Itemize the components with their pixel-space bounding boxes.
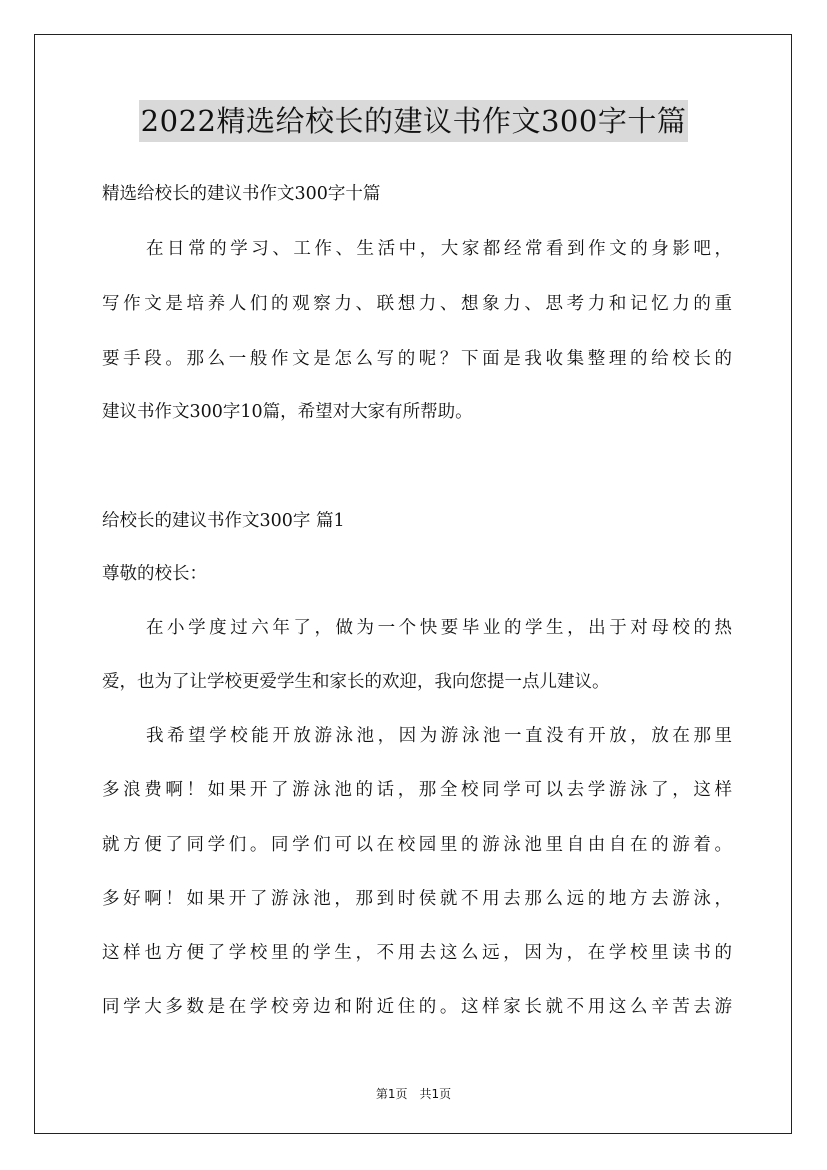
- paragraph-line: 就方便了同学们。同学们可以在校园里的游泳池里自由自在的游着。: [102, 835, 732, 855]
- paragraph-line: 在小学度过六年了，做为一个快要毕业的学生，出于对母校的热: [146, 618, 732, 638]
- section-heading: 给校长的建议书作文300字 篇1: [102, 511, 345, 531]
- document-title: [0, 100, 827, 142]
- paragraph-line: 爱，也为了让学校更爱学生和家长的欢迎，我向您提一点儿建议。: [102, 672, 610, 692]
- title-text: 2022精选给校长的建议书作文300字十篇: [139, 100, 689, 142]
- paragraph-line: 我希望学校能开放游泳池，因为游泳池一直没有开放，放在那里: [146, 726, 732, 746]
- paragraph-line: 同学大多数是在学校旁边和附近住的。这样家长就不用这么辛苦去游: [102, 997, 732, 1017]
- intro-line: 写作文是培养人们的观察力、联想力、想象力、思考力和记忆力的重: [102, 294, 732, 314]
- subtitle: 精选给校长的建议书作文300字十篇: [102, 184, 381, 204]
- intro-line: 要手段。那么一般作文是怎么写的呢？下面是我收集整理的给校长的: [102, 349, 732, 369]
- paragraph-line: 多浪费啊！如果开了游泳池的话，那全校同学可以去学游泳了，这样: [102, 780, 732, 800]
- page-number: 第1页 共1页: [375, 1087, 452, 1101]
- paragraph-line: 多好啊！如果开了游泳池，那到时侯就不用去那么远的地方去游泳，: [102, 889, 732, 909]
- paragraph-line: 这样也方便了学校里的学生，不用去这么远，因为，在学校里读书的: [102, 943, 732, 963]
- salutation: 尊敬的校长：: [102, 564, 207, 584]
- intro-line: 在日常的学习、工作、生活中，大家都经常看到作文的身影吧，: [146, 239, 732, 259]
- intro-line: 建议书作文300字10篇，希望对大家有所帮助。: [102, 402, 473, 422]
